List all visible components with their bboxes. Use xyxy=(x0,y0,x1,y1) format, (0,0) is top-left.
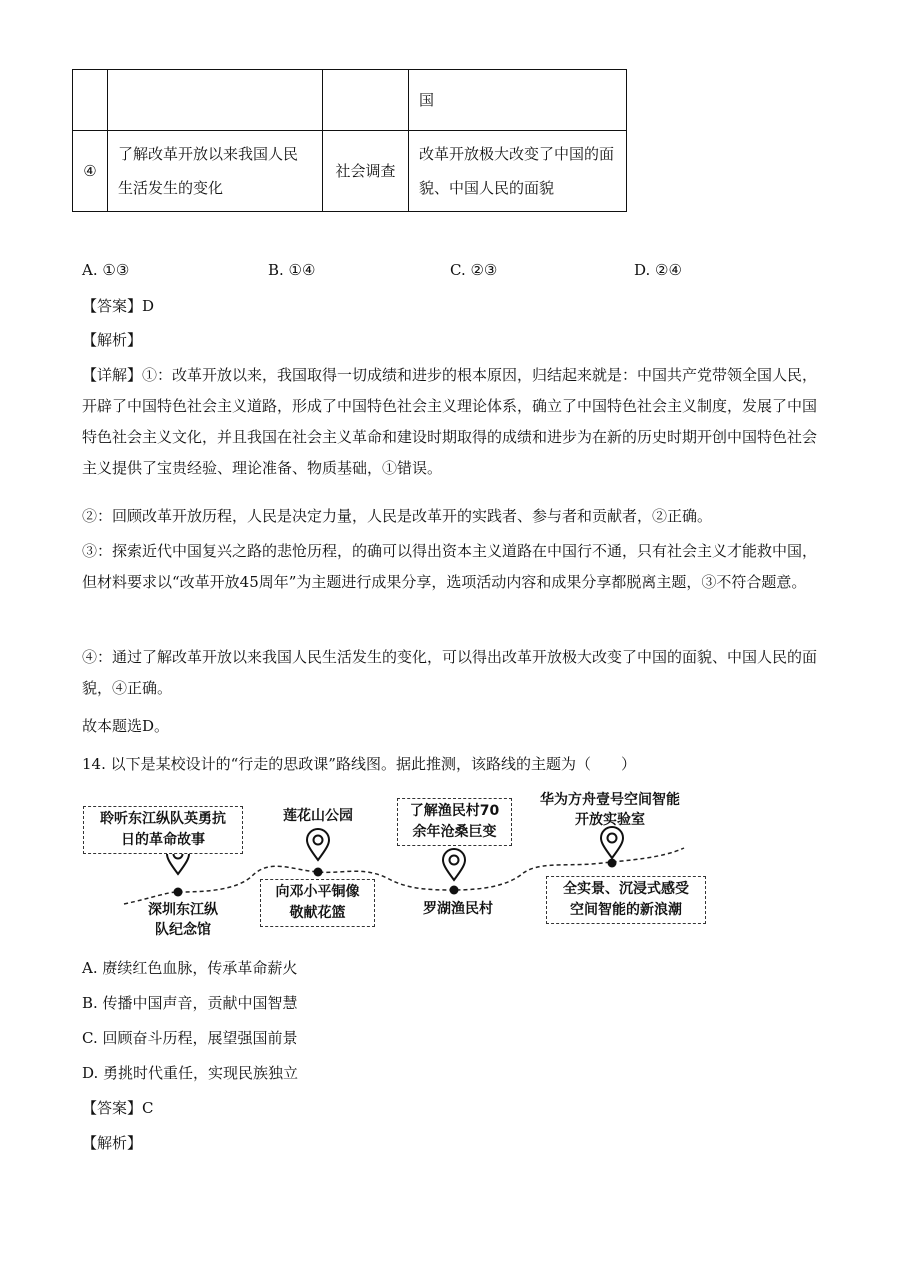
q14-option-c: C. 回顾奋斗历程，展望强国前景 xyxy=(82,1029,298,1047)
route-box-1: 聆听东江纵队英勇抗日的革命故事 xyxy=(83,806,243,854)
q14-option-d: D. 勇挑时代重任，实现民族独立 xyxy=(82,1064,299,1082)
q13-analysis-label: 【解析】 xyxy=(82,331,143,349)
table-cell-activity xyxy=(108,70,323,131)
route-box-4: 全实景、沉浸式感受空间智能的新浪潮 xyxy=(546,876,706,924)
route-stop-3: 罗湖渔民村 xyxy=(423,901,493,917)
location-pin-icon xyxy=(305,828,331,862)
q13-point-3: ③：探索近代中国复兴之路的悲怆历程，的确可以得出资本主义道路在中国行不通，只有社会主义才能救中国，但材料要求以“改革开放45周年”为主题进行成果分享，选项活动内容和成果分享都脱离主题，③不符合题意。 xyxy=(82,542,818,591)
table-cell-result: 改革开放极大改变了中国的面貌、中国人民的面貌 xyxy=(409,131,627,212)
route-box-3: 了解渔民村70余年沧桑巨变 xyxy=(397,798,512,846)
route-diagram xyxy=(72,786,722,942)
route-stop-2: 莲花山公园 xyxy=(283,808,353,824)
table-cell-num xyxy=(73,70,108,131)
q14-answer: 【答案】C xyxy=(82,1099,154,1117)
q14-option-a: A. 赓续红色血脉，传承革命薪火 xyxy=(82,959,298,977)
table-row xyxy=(73,131,627,212)
table-row xyxy=(73,70,627,131)
q13-detail: 【详解】①：改革开放以来，我国取得一切成绩和进步的根本原因，归结起来就是：中国共产党带领全国人民，开辟了中国特色社会主义道路，形成了中国特色社会主义理论体系，确立了中国特色社会主义制度，发展了中国特色社会主义文化，并且我国在社会主义革命和建设时期取得的成绩和进步为在新的历史时期开创中国特色社会主义提供了宝贵经验、理论准备、物质基础，①错误。 xyxy=(82,366,818,477)
table-cell-num: ④ xyxy=(73,131,108,212)
q13-conclusion: 故本题选D。 xyxy=(82,717,170,735)
table-cell-method: 社会调查 xyxy=(323,131,409,212)
table-cell-result: 国 xyxy=(409,70,627,131)
q13-point-2: ②：回顾改革开放历程，人民是决定力量，人民是改革开的实践者、参与者和贡献者，②正确。 xyxy=(82,507,713,525)
route-stop-4: 华为方舟壹号空间智能开放实验室 xyxy=(540,792,680,828)
q13-options xyxy=(82,258,862,282)
q13-option-c: C. ②③ xyxy=(450,261,498,279)
q14-stem: 14. 以下是某校设计的“行走的思政课”路线图。据此推测，该路线的主题为（ ） xyxy=(82,755,636,773)
q13-option-b: B. ①④ xyxy=(268,261,316,279)
location-pin-icon xyxy=(441,848,467,882)
q14-option-b: B. 传播中国声音，贡献中国智慧 xyxy=(82,994,298,1012)
q14-analysis-label: 【解析】 xyxy=(82,1134,143,1152)
route-box-2: 向邓小平铜像敬献花篮 xyxy=(260,879,375,927)
q13-option-a: A. ①③ xyxy=(82,261,130,279)
stop-dot-2 xyxy=(314,868,323,877)
route-stop-1: 深圳东江纵队纪念馆 xyxy=(148,902,218,938)
location-pin-icon xyxy=(599,826,625,860)
table-cell-activity: 了解改革开放以来我国人民生活发生的变化 xyxy=(108,131,323,212)
table-cell-method xyxy=(323,70,409,131)
activity-table xyxy=(72,69,627,212)
stop-dot-1 xyxy=(174,888,183,897)
q13-answer: 【答案】D xyxy=(82,297,155,315)
q13-option-d: D. ②④ xyxy=(634,261,682,279)
q13-point-4: ④：通过了解改革开放以来我国人民生活发生的变化，可以得出改革开放极大改变了中国的面貌、中国人民的面貌，④正确。 xyxy=(82,648,818,697)
stop-dot-3 xyxy=(450,886,459,895)
